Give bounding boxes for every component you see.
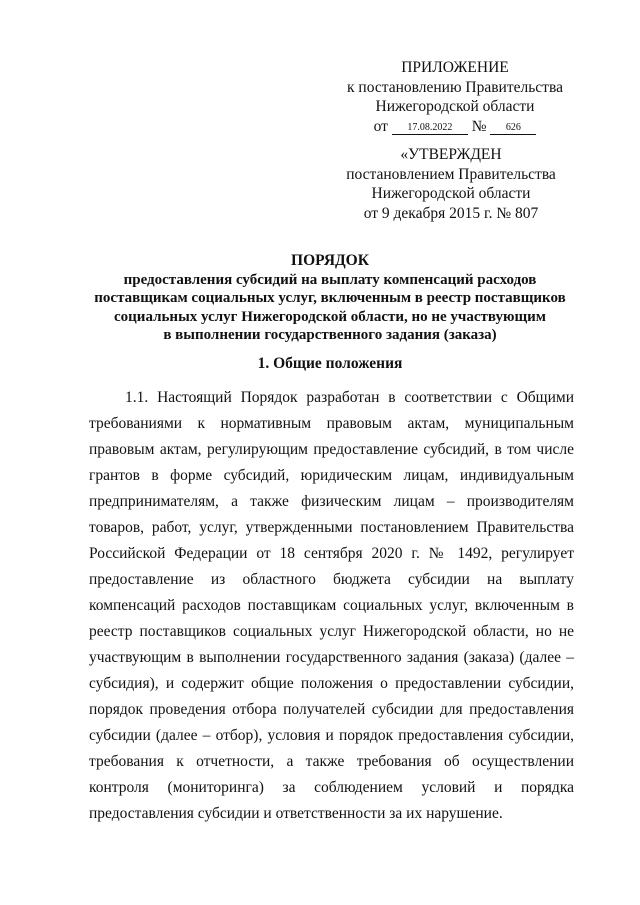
from-label: от	[373, 117, 388, 135]
number-sign: №	[471, 117, 487, 135]
appendix-date-number-line	[340, 117, 570, 137]
resolution-date: 17.08.2022	[392, 122, 468, 135]
appendix-title: ПРИЛОЖЕНИЕ	[401, 59, 509, 76]
paragraph-1-1: 1.1. Настоящий Порядок разработан в соответствии с Общими требованиями к нормативным правовым актам, муниципальным правовым актам, регулирующим предоставление субсидий, в том числе грантов в форме субсидий, юридическим лицам, индивидуальным предпринимателям, а также физическим лицам – производителям товаров, работ, услуг, утвержденными постановлением Правительства Российской Федерации от 18 сентября 2020 г. № 1492, регулирует предоставление из областного бюджета субсидии на выплату компенсаций расходов поставщикам социальных услуг, включенным в реестр поставщиков социальных услуг Нижегородской области, но не участвующим в выполнении государственного задания (заказа) (далее – субсидия), и содержит общие положения о предоставлении субсидии, порядок проведения отбора получателей субсидии для предоставления субсидии (далее – отбор), условия и порядок предоставления субсидии, требования к отчетности, а также требования об осуществлении контроля (мониторинга) за соблюдением условий и порядка предоставления субсидии и ответственности за их нарушение.	[89, 389, 574, 822]
section-heading: 1. Общие положения	[257, 355, 403, 372]
approved-block	[336, 145, 566, 223]
approved-line-4: от 9 декабря 2015 г. № 807	[363, 204, 539, 222]
appendix-block	[340, 58, 570, 136]
document-title-line-4: в выполнении государственного задания (заказа)	[163, 327, 497, 343]
approved-line-3: Нижегородской области	[371, 185, 531, 202]
document-main-title: ПОРЯДОК	[291, 252, 369, 269]
approved-line-1: «УТВЕРЖДЕН	[400, 146, 502, 163]
appendix-line-1: к постановлению Правительства	[347, 78, 563, 96]
approved-line-2: постановлением Правительства	[346, 165, 556, 183]
document-title	[80, 252, 580, 345]
document-title-line-3: социальных услуг Нижегородской области, но не участвующим	[114, 308, 546, 325]
resolution-number: 626	[490, 122, 536, 135]
appendix-line-2: Нижегородской области	[375, 98, 535, 115]
document-title-line-1: предоставления субсидий на выплату компенсаций расходов	[123, 271, 537, 288]
document-title-line-2: поставщикам социальных услуг, включенным в реестр поставщиков	[94, 290, 566, 306]
